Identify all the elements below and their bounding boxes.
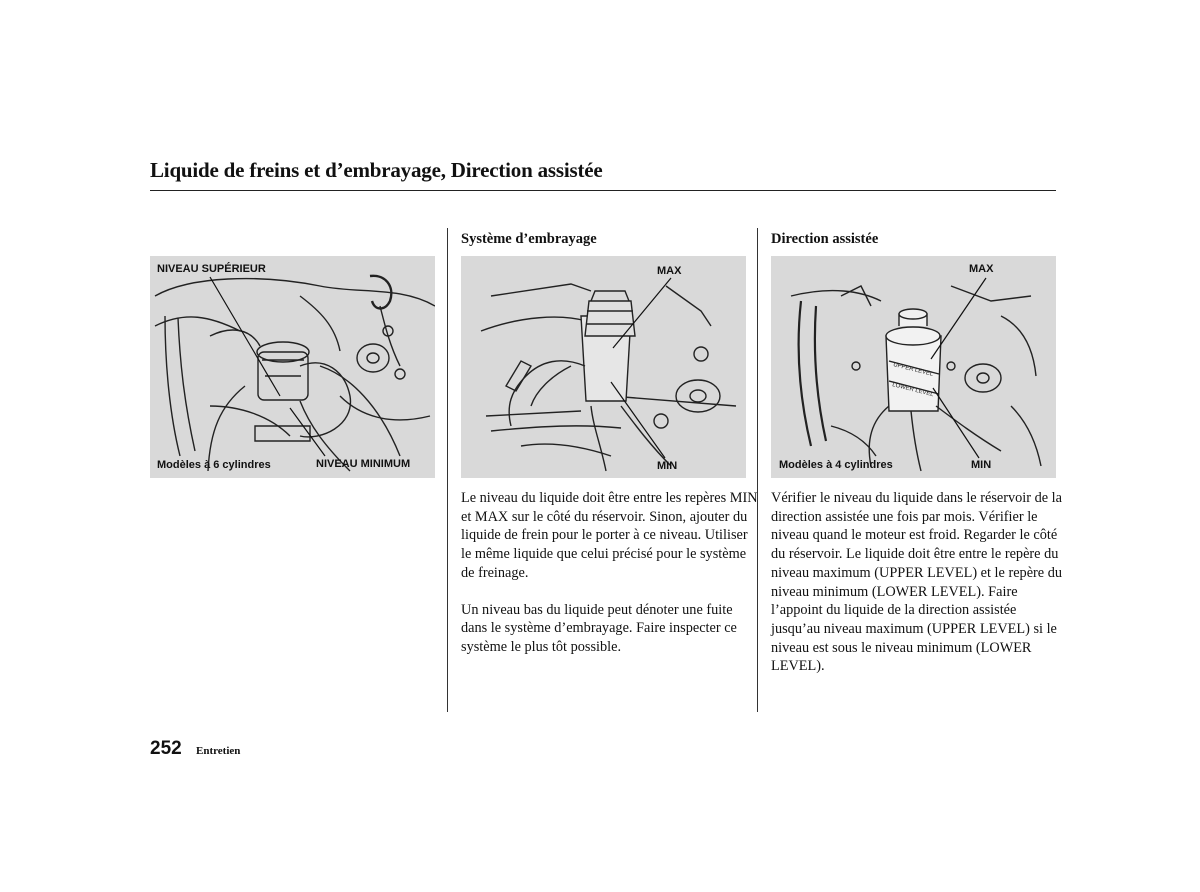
reservoir-lower-level-text: LOWER LEVEL <box>891 382 935 399</box>
heading-clutch-system: Système d’embrayage <box>461 231 597 247</box>
label-modeles-6-cylindres: Modèles à 6 cylindres <box>157 459 271 471</box>
clutch-leader-lines <box>461 256 746 478</box>
label-steering-max: MAX <box>969 263 994 275</box>
section-name: Entretien <box>196 745 241 757</box>
label-niveau-minimum: NIVEAU MINIMUM <box>316 458 411 470</box>
page-number: 252 <box>150 738 182 759</box>
clutch-text <box>461 489 761 675</box>
clutch-paragraph-2: Un niveau bas du liquide peut dénoter une fuite dans le système d’embrayage. Faire inspecter ce système le plus tôt possible. <box>461 601 737 655</box>
label-niveau-superieur: NIVEAU SUPÉRIEUR <box>157 263 266 275</box>
label-clutch-min: MIN <box>657 460 678 472</box>
left-leader-lines <box>150 256 435 478</box>
figure-clutch-reservoir <box>461 256 746 478</box>
steering-text <box>771 489 1063 694</box>
label-steering-min: MIN <box>971 459 992 471</box>
steering-leader-lines <box>771 256 1056 478</box>
label-clutch-max: MAX <box>657 265 682 277</box>
page-title: Liquide de freins et d’embrayage, Direction assistée <box>150 158 603 182</box>
steering-paragraph-1: Vérifier le niveau du liquide dans le réservoir de la direction assistée une fois par mois. Vérifier le niveau quand le moteur est froid. Regarder le côté du réservoir. Le liquide doit être entre le repère du niveau maximum (UPPER LEVEL) et le repère du niveau minimum (LOWER LEVEL). Faire l’appoint du liquide de la direction assistée jusqu’au niveau maximum (UPPER LEVEL) si le niveau est sous le niveau minimum (LOWER LEVEL). <box>771 490 1063 675</box>
figure-brake-reservoir <box>150 256 435 478</box>
clutch-paragraph-1: Le niveau du liquide doit être entre les repères MIN et MAX sur le côté du réservoir. Sinon, ajouter du liquide de frein pour le porter à ce niveau. Utiliser le même liquide que celui précisé pour le système de freinage. <box>461 490 758 581</box>
reservoir-upper-level-text: UPPER LEVEL <box>892 362 934 378</box>
title-rule <box>150 190 1056 191</box>
figure-power-steering-reservoir <box>771 256 1056 478</box>
column-divider-1 <box>447 228 448 712</box>
label-modeles-4-cylindres: Modèles à 4 cylindres <box>779 459 893 471</box>
heading-power-steering: Direction assistée <box>771 231 879 247</box>
